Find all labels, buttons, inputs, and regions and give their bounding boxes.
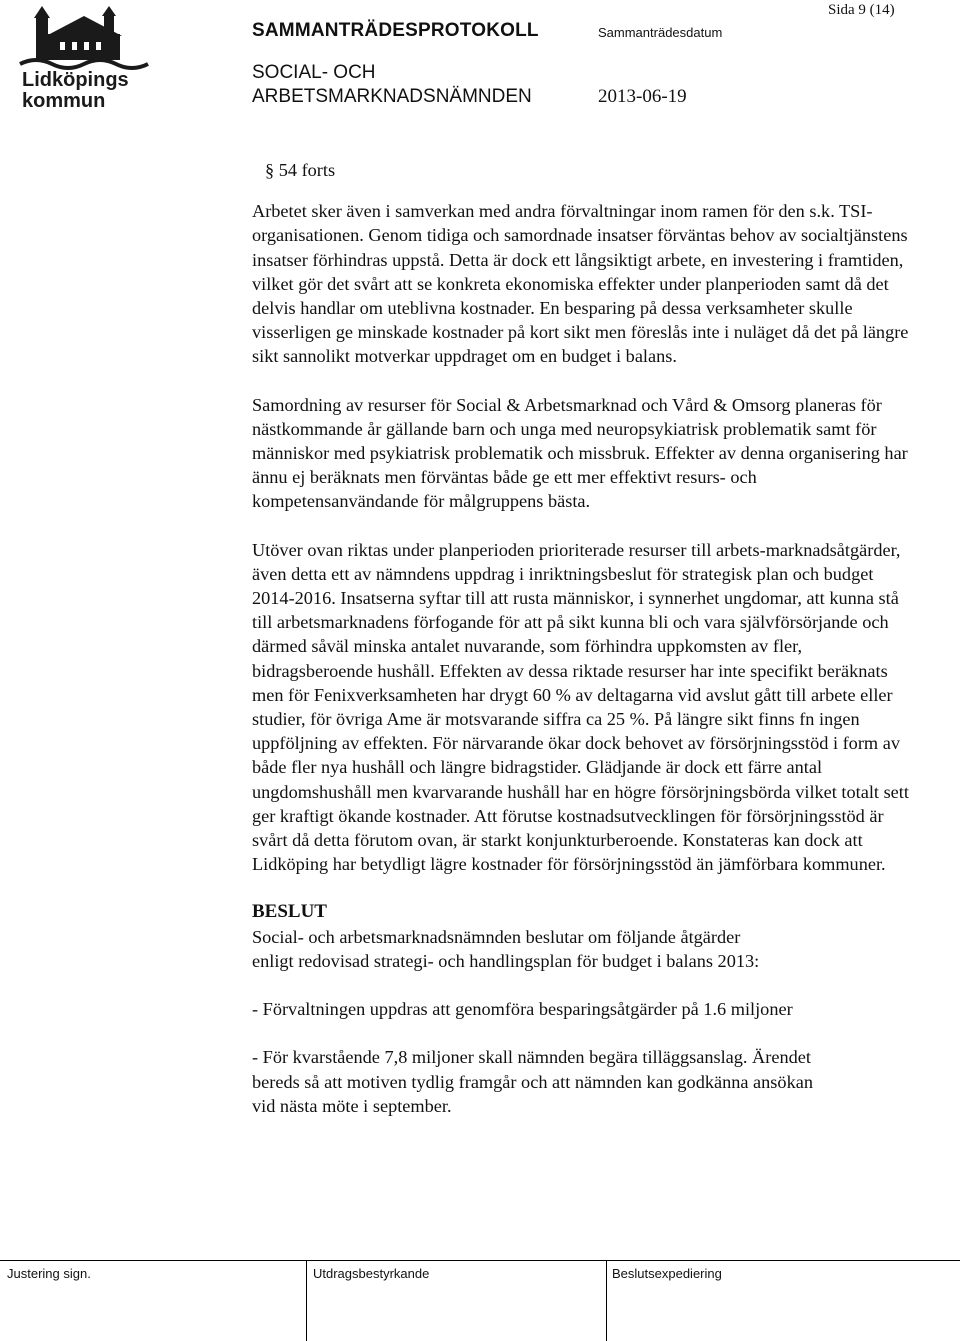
- section-heading: § 54 forts: [265, 160, 336, 180]
- paragraph: Samordning av resurser för Social & Arbetsmarknad och Vård & Omsorg planeras för nästkommande år gällande barn och unga med neuropsykiatrisk problematik samt för människor med psykiatrisk problematik och missbruk. Effekter av denna organisering har ännu ej beräknats men förväntas både ge ett mer effektivt resurs- och kompetensanvändande för målgruppens bästa.: [252, 394, 908, 512]
- footer-utdragsbestyrkande: Utdragsbestyrkande: [313, 1266, 430, 1281]
- decision-heading: BESLUT: [252, 901, 327, 923]
- page-number: Sida 9 (14): [828, 2, 895, 18]
- decision-item-continued: vid nästa möte i september.: [252, 1095, 452, 1116]
- decision-item: - Förvaltningen uppdras att genomföra besparingsåtgärder på 1.6 miljoner: [252, 999, 793, 1020]
- municipality-logo: [16, 6, 156, 112]
- decision-item-continued: bereds så att motiven tydlig framgår och att nämnden kan godkänna ansökan: [252, 1071, 813, 1092]
- protocol-title: SAMMANTRÄDESPROTOKOLL: [252, 20, 539, 41]
- committee-name-line2: ARBETSMARKNADSNÄMNDEN: [252, 86, 532, 107]
- footer-beslutsexpediering: Beslutsexpediering: [612, 1266, 722, 1281]
- meeting-date: 2013-06-19: [598, 86, 687, 107]
- footer-column-divider: [606, 1260, 607, 1341]
- paragraph: Utöver ovan riktas under planperioden prioriterade resurser till arbets-marknadsåtgärder, även detta ett av nämndens uppdrag i inriktningsbeslut för strategisk plan och budget 2014-2016. Insatserna syftar till att rusta människor, i synnerhet ungdomar, att kunna stå till arbetsmarknadens förfogande för att på sikt kunna bli och vara självförsörjande och därmed såväl minska antalet nuvarande, som förhindra uppkomsten av fler, bidragsberoende hushåll. Effekten av dessa riktade resurser har inte specifikt beräknats men för Fenixverksamheten har drygt 60 % av deltagarna vid avslut gått till arbete eller studier, för övriga Ame är motsvarande siffra ca 25 %. På längre sikt finns fn ingen uppföljning av effekten. För närvarande ökar dock behovet av försörjningsstöd i form av både fler nya hushåll och längre bidragstider. Glädjande är dock ett färre antal ungdomshushåll men kvarvarande hushåll har en högre försörjningsbörda vilket totalt sett ger kraftigt ökande kostnader. Att förutse kostnadsutvecklingen för försörjningsstöd är svårt då detta förutom ovan, är starkt konjunkturberoende. Konstateras kan dock att Lidköping har betydligt lägre kostnader för försörjningsstöd än jämförbara kommuner.: [252, 539, 909, 875]
- logo-line2: kommun: [22, 90, 106, 112]
- logo-line1: Lidköpings: [22, 69, 129, 91]
- decision-item: - För kvarstående 7,8 miljoner skall nämnden begära tilläggsanslag. Ärendet: [252, 1047, 811, 1068]
- footer-column-divider: [306, 1260, 307, 1341]
- castle-emblem-icon: [16, 6, 156, 112]
- decision-intro-line: enligt redovisad strategi- och handlingsplan för budget i balans 2013:: [252, 950, 760, 971]
- committee-name-line1: SOCIAL- OCH: [252, 62, 376, 83]
- meeting-date-label: Sammanträdesdatum: [598, 25, 723, 40]
- footer-divider: [0, 1260, 960, 1261]
- protocol-body: [252, 158, 912, 1118]
- paragraph: Arbetet sker även i samverkan med andra förvaltningar inom ramen för den s.k. TSI- organisationen. Genom tidiga och samordnade insatser förväntas behov av socialtjänstens insatser förhindras uppstå. Detta är dock ett långsiktigt arbete, en investering i framtiden, vilket gör det svårt att se konkreta ekonomiska effekter under planperioden samt då det delvis handlar om uteblivna kostnader. En besparing på dessa verksamheter skulle visserligen ge minskade kostnader på kort sikt men föreslås inte i nuläget då det på längre sikt sannolikt motverkar uppdraget om en budget i balans.: [252, 201, 909, 367]
- decision-intro-line: Social- och arbetsmarknadsnämnden beslutar om följande åtgärder: [252, 926, 741, 947]
- footer-justering-sign: Justering sign.: [7, 1266, 91, 1281]
